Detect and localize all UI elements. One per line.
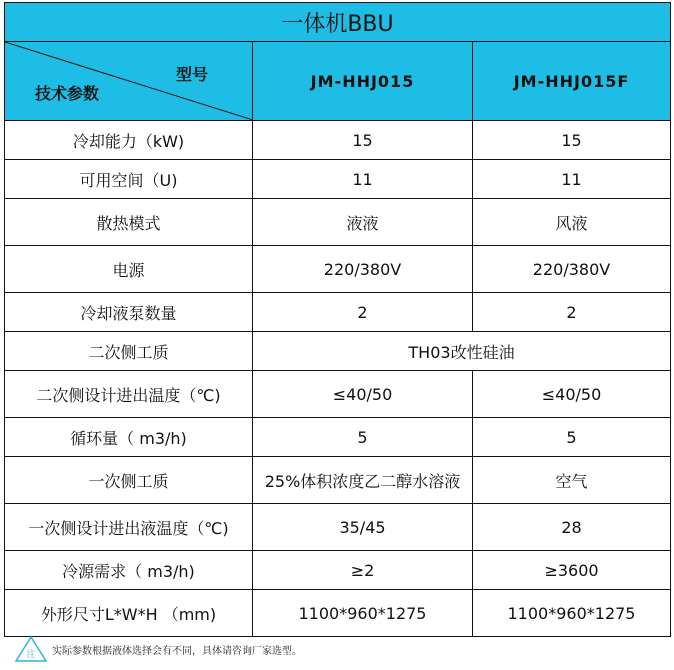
table-row (5, 418, 671, 457)
spec-table (4, 2, 671, 637)
param-label: 技术参数 (35, 84, 100, 103)
row-label: 循环量（ m3/h) (5, 418, 253, 457)
model-header: JM-HHJ015F (473, 42, 671, 121)
row-label: 二次侧设计进出温度（℃) (5, 371, 253, 418)
row-value: 28 (473, 504, 671, 551)
row-label: 冷源需求（ m3/h) (5, 551, 253, 590)
row-value: ≥2 (253, 551, 473, 590)
row-value: 25%体积浓度乙二醇水溶液 (253, 457, 473, 504)
table-row (5, 457, 671, 504)
footer-note (14, 634, 302, 664)
row-label: 散热模式 (5, 199, 253, 246)
row-value: 2 (473, 293, 671, 332)
row-value: 5 (253, 418, 473, 457)
table-row (5, 121, 671, 160)
row-value: 空气 (473, 457, 671, 504)
diagonal-header-cell (5, 42, 253, 121)
type-label: 型号 (175, 65, 208, 84)
table-row (5, 332, 671, 371)
row-value: 1100*960*1275 (253, 590, 473, 637)
row-label: 电源 (5, 246, 253, 293)
row-value: 1100*960*1275 (473, 590, 671, 637)
row-value: ≤40/50 (253, 371, 473, 418)
row-label: 一次侧设计进出液温度（℃) (5, 504, 253, 551)
row-label: 冷却液泵数量 (5, 293, 253, 332)
row-label: 二次侧工质 (5, 332, 253, 371)
row-label: 可用空间（U) (5, 160, 253, 199)
table-row (5, 160, 671, 199)
row-value: 11 (253, 160, 473, 199)
row-value: 11 (473, 160, 671, 199)
table-row (5, 504, 671, 551)
table-row (5, 293, 671, 332)
row-label: 外形尺寸L*W*H （mm) (5, 590, 253, 637)
warning-triangle-icon (14, 635, 48, 663)
row-value: 5 (473, 418, 671, 457)
row-value: 2 (253, 293, 473, 332)
table-row (5, 551, 671, 590)
row-value: 15 (473, 121, 671, 160)
model-header: JM-HHJ015 (253, 42, 473, 121)
row-value: 220/380V (473, 246, 671, 293)
row-value: 液液 (253, 199, 473, 246)
row-value: ≤40/50 (473, 371, 671, 418)
footer-text: 实际参数根据液体选择会有不同，具体请咨询厂家选型。 (52, 645, 302, 657)
row-value: 35/45 (253, 504, 473, 551)
table-row (5, 246, 671, 293)
row-label: 一次侧工质 (5, 457, 253, 504)
table-title: 一体机BBU (5, 3, 671, 42)
table-row (5, 590, 671, 637)
row-value-merged: TH03改性硅油 (253, 332, 671, 371)
row-label: 冷却能力（kW) (5, 121, 253, 160)
row-value: 220/380V (253, 246, 473, 293)
table-row (5, 199, 671, 246)
warning-icon-text: 注 (26, 650, 36, 660)
table-row (5, 371, 671, 418)
header-row (5, 42, 671, 121)
row-value: 15 (253, 121, 473, 160)
row-value: 风液 (473, 199, 671, 246)
row-value: ≥3600 (473, 551, 671, 590)
title-row (5, 3, 671, 42)
